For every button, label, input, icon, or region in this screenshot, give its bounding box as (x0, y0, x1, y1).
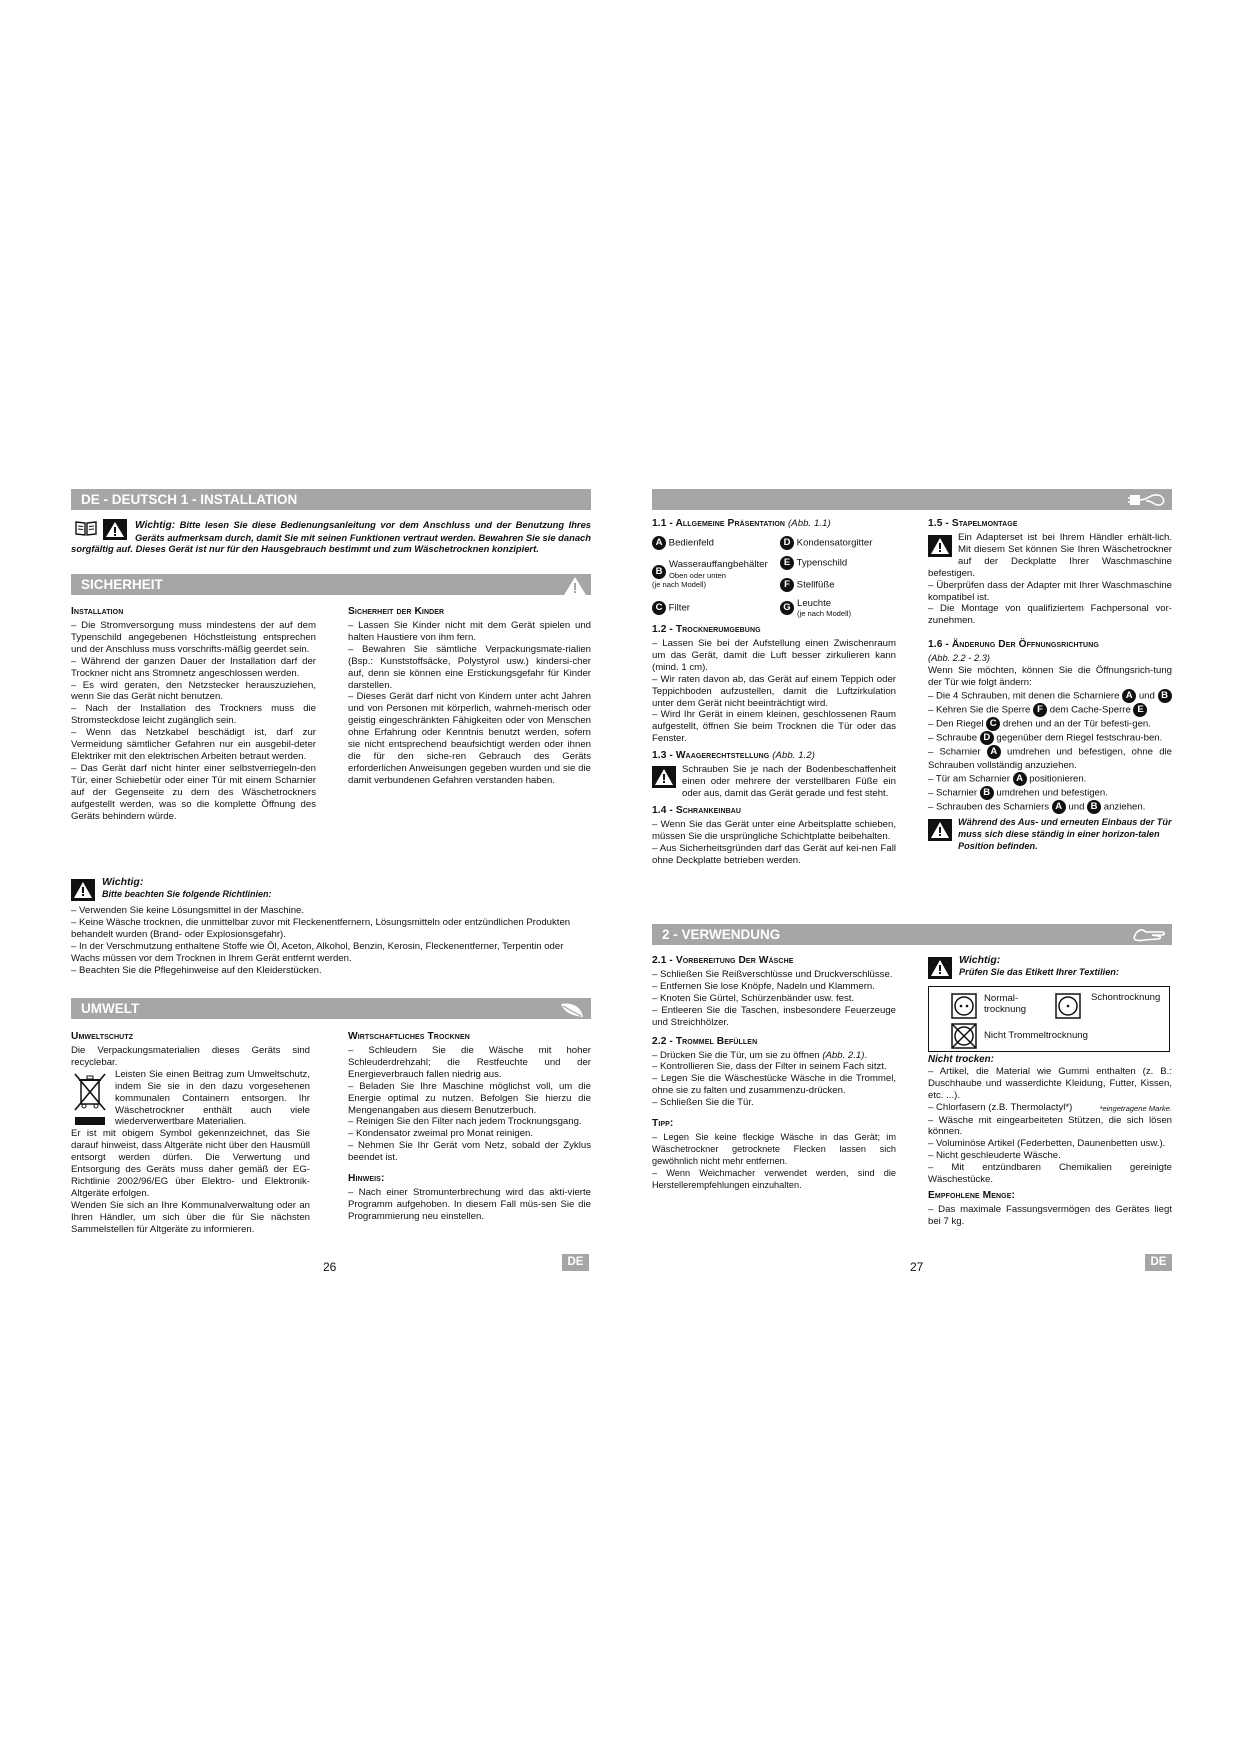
wirtschaft-para: – Schleudern Sie die Wäsche mit hoher Schleuderdrehzahl; die Restfeuchte und der Energieverbrauch fallen niedrig aus. (348, 1045, 591, 1080)
s15-para: – Überprüfen dass der Adapter mit Ihrer Waschmaschine kompatibel ist. (928, 579, 1172, 603)
marker-g: G (780, 601, 794, 615)
wirtschaft-title: Wirtschaftliches Trocknen (348, 1031, 470, 1042)
leaf-icon (557, 1000, 587, 1020)
nicht-para: – Chlorfasern (z.B. Thermolactyl*) (928, 1101, 1073, 1113)
s22-para: – Drücken Sie die Tür, um sie zu öffnen (652, 1049, 820, 1061)
warning-icon (928, 535, 952, 561)
marker-c: C (986, 717, 1000, 731)
header-umwelt (71, 998, 591, 1019)
lang-badge-left: DE (562, 1254, 589, 1271)
nicht-title: Nicht trocken: (928, 1054, 994, 1065)
s16-step: dem Cache-Sperre (1049, 704, 1131, 716)
s16-step: umdrehen und befestigen, ohne die Schrauben vollständig anzuziehen. (928, 746, 1173, 771)
marker-a: A (652, 536, 666, 550)
installation-para: – Das Gerät darf nicht hinter einer selbstverriegeln-den Tür, einer Schiebetür oder einer Tür mit einem Scharnier auf der Gegenseite zu dem des Wäschetrockners aufgestellt werden, was so die komplette Öffnung des Geräts behindern würde. (71, 762, 316, 822)
s16-title: Änderung Der Öffnungsrichtung (951, 639, 1099, 651)
marker-f: F (780, 578, 794, 592)
intro-text: Bitte lesen Sie diese Bedienungsanleitung vor dem Anschluss und der Benutzung Ihres Geräts aufmerksam durch, damit Sie mit seinen Funktionen vertraut werden. Bewahren Sie sie danach sorgfältig auf. Dieses Gerät ist nur für den Hausgebrauch bestimmt und zum Wäschetrocknen konzipiert. (71, 519, 591, 555)
lang-badge-right: DE (1145, 1254, 1172, 1271)
s16-step: – Den Riegel (928, 718, 984, 730)
verwendung-column-1: 2.1 - Vorbereitung Der Wäsche – Schließen Sie Reißverschlüsse und Druckverschlüsse. – Entfernen Sie lose Knöpfe, Nadeln und Klammern. – Knoten Sie Gürtel, Schürzenbänder usw. fest. – Entleeren Sie die Taschen, insbesondere Feuerzeuge und Streichhölzer. 2.2 - Trommel Befüllen – Drücken Sie die Tür, um sie zu öffnen (Abb. 2.1). – Kontrollieren Sie, dass der Filter in seinem Fach sitzt. – Legen Sie die Wäschestücke Wäsche in die Trommel, ohne sie zu falten und zusammenzu-drücken. – Schließen Sie die Tür. Tipp: – Legen Sie keine fleckige Wäsche in das Gerät; im Wäschetrockner getrocknete Flecken lassen sich gewöhnlich nicht mehr entfernen. – Wenn Weichmacher verwendet werden, sind die Herstellerempfehlungen einzuhalten. (652, 955, 896, 1190)
marker-e: E (780, 556, 794, 570)
marker-e: E (1133, 703, 1147, 717)
s16-intro: Wenn Sie möchten, können Sie die Öffnungsrich-tung der Tür wie folgt ändern: (928, 665, 1172, 689)
wirtschaft-para: – Beladen Sie Ihre Maschine möglichst voll, um die Energie optimal zu nutzen. Befolgen Sie hierzu die Mengenangaben aus diesem Benutzerbuch. (348, 1080, 591, 1116)
header-installation-text: DE - DEUTSCH 1 - INSTALLATION (81, 492, 298, 507)
s14-num: 1.4 - (652, 804, 676, 816)
part-a-label: Bedienfeld (668, 537, 715, 549)
s22-para: – Legen Sie die Wäschestücke Wäsche in die Trommel, ohne sie zu falten und zusammenzu-drücken. (652, 1073, 896, 1097)
wichtig-guidelines (71, 877, 591, 976)
marker-d: D (980, 731, 994, 745)
label-schon: Schontrocknung (1091, 992, 1161, 1003)
kinder-column (348, 606, 591, 787)
s15-num: 1.5 - (928, 518, 952, 529)
kinder-para: – Dieses Gerät darf nicht von Kindern unter acht Jahren und von Personen mit körperlich, wahrneh-merisch oder geistig eingeschränkten Fähigkeiten oder von Menschen ohne Erfahrung oder Kenntnis benutzt werden, sofern sie nicht entsprechend beaufsichtigt werden oder ihnen die für den siche-ren Gebrauch des Geräts erforderlichen Anweisungen gegeben wurden und sie die damit verbundenen Gefahren verstanden haben. (348, 691, 591, 786)
header-verwendung-text: 2 - VERWENDUNG (662, 927, 781, 942)
s11-title: Allgemeine Präsentation (675, 518, 786, 529)
s13-text: Schrauben Sie je nach der Bodenbeschaffenheit einen oder mehrere der verstellbaren Füße ein oder aus, damit das Gerät gerade und fest steht. (682, 764, 896, 799)
nicht-para: – Voluminöse Artikel (Federbetten, Daunenbetten usw.). (928, 1138, 1166, 1150)
s21-title: Vorbereitung Der Wäsche (675, 955, 794, 966)
s16-step: – Kehren Sie die Sperre (928, 704, 1031, 716)
wichtig2-para: – Verwenden Sie keine Lösungsmittel in der Maschine. (71, 905, 305, 916)
book-icon (75, 520, 97, 539)
marker-f: F (1033, 703, 1047, 717)
s15-title: Stapelmontage (951, 518, 1018, 529)
right-column-1 (652, 518, 896, 867)
part-g-label: Leuchte (797, 597, 832, 609)
part-d-label: Kondensatorgitter (796, 537, 873, 549)
marker-b: B (1158, 689, 1172, 703)
s16-step: und (1068, 801, 1085, 813)
marker-a: A (1013, 772, 1027, 786)
nicht-para: – Artikel, die Material wie Gummi enthalten (z. B.: Duschhaube und wasserdichte Kleidung, Futter, Kissen, etc. ...). (928, 1065, 1172, 1101)
marker-a: A (1052, 800, 1066, 814)
part-b-label: Wasserauffangbehälter (669, 559, 768, 571)
installation-para: – Es wird geraten, den Netzstecker herauszuziehen, wenn Sie das Gerät nicht benutzen. (71, 679, 316, 703)
marker-d: D (780, 536, 794, 550)
s16-step: gegenüber dem Riegel festschrau-ben. (996, 732, 1163, 744)
s14-para: – Aus Sicherheitsgründen darf das Gerät auf kei-nen Fall ohne Deckplatte betrieben werden. (652, 842, 896, 866)
nicht-para: – Mit entzündbaren Chemikalien gereinigte Wäschestücke. (928, 1162, 1172, 1186)
presentation-table (652, 532, 896, 622)
nicht-para: – Wäsche mit eingearbeiteten Stützen, die sich lösen können. (928, 1114, 1172, 1138)
umweltschutz-text: Wenden Sie sich an Ihre Kommunalverwaltung oder an Ihren Händler, um sich über die für Sie nächsten Sammelstellen für Altgeräte zu informieren. (71, 1199, 310, 1235)
weee-bin-icon (71, 1070, 109, 1128)
wichtig2-para: – In der Verschmutzung enthaltene Stoffe wie Öl, Aceton, Alkohol, Benzin, Kerosin, Fleckenentferner, Terpentin oder Wachs müssen vor dem Trocknen in Ihrem Gerät entfernt werden. (71, 940, 564, 964)
s12-para: – Wir raten davon ab, das Gerät auf einem Teppich oder Teppichboden aufzustellen, damit die Luftzirkulation unter dem Gerät nicht beeinträchtigt wird. (652, 673, 896, 709)
part-f-label: Stellfüße (796, 579, 835, 591)
s15-text: Ein Adapterset ist bei Ihrem Händler erhält-lich. Mit diesem Set können Sie Ihren Wäschetrockner auf der Deckplatte Ihrer Waschmaschine befestigen. (928, 532, 1172, 579)
umweltschutz-text: Er ist mit obigem Symbol gekennzeichnet, das Sie darauf hinweist, dass Altgeräte nicht über den Hausmüll entsorgt werden dürfen. Die Verwertung und Entsorgung des Geräts muss daher gemäß der EG-Richtlinie 2002/96/EG über Elektro- und Elektronik-Altgeräte erfolgen. (71, 1128, 310, 1199)
installation-para: – Während der ganzen Dauer der Installation darf der Trockner nicht ans Stromnetz angeschlossen werden. (71, 655, 316, 679)
installation-title: Installation (71, 606, 124, 617)
s21-para: – Entfernen Sie lose Knöpfe, Nadeln und Klammern. (652, 980, 875, 992)
s16-step: – Schrauben des Scharniers (928, 801, 1050, 813)
s22-num: 2.2 - (652, 1035, 676, 1047)
warning-icon (928, 819, 952, 845)
s12-num: 1.2 - (652, 624, 676, 635)
s21-para: – Knoten Sie Gürtel, Schürzenbänder usw. fest. (652, 992, 855, 1004)
tipp-para: – Legen Sie keine fleckige Wäsche in das Gerät; im Wäschetrockner getrocknete Flecken lassen sich gewöhnlich nicht mehr entfernen. (652, 1132, 896, 1166)
s21-para: – Schließen Sie Reißverschlüsse und Druckverschlüsse. (652, 969, 893, 980)
wichtig2-para: – Keine Wäsche trocknen, die unmittelbar zuvor mit Fleckenentfernern, Lösungsmitteln oder entzündlichen Produkten behandelt wurden (Brand- oder Explosionsgefahr). (71, 916, 571, 940)
tipp-para: – Wenn Weichmacher verwendet werden, sind die Herstellerempfehlungen einzuhalten. (652, 1167, 896, 1190)
label-normal: Normal- trocknung (984, 993, 1027, 1015)
s16-step: drehen und an der Tür befesti-gen. (1002, 718, 1151, 730)
s16-step: und (1138, 690, 1155, 702)
s16-step: – Tür am Scharnier (928, 773, 1010, 785)
menge-title: Empfohlene Menge: (928, 1189, 1015, 1201)
s16-step: positionieren. (1029, 773, 1087, 785)
s14-para: – Wenn Sie das Gerät unter eine Arbeitsplatte schieben, müssen Sie die ursprüngliche Schichtplatte beibehalten. (652, 818, 896, 842)
kinder-para: – Bewahren Sie sämtliche Verpackungsmate-rialien (Bsp.: Kunststoffsäcke, Polystyrol usw.) kindersi-cher auf, denn sie können eine Erstickungsgefahr für Kinder darstellen. (348, 643, 591, 691)
marker-c: C (652, 601, 666, 615)
header-sicherheit (71, 574, 591, 595)
marker-b: B (1087, 800, 1101, 814)
wichtig2-subtitle: Bitte beachten Sie folgende Richtlinien: (102, 889, 272, 899)
warning-icon (71, 879, 95, 905)
s16-step: – Schraube (928, 732, 978, 744)
s22-title: Trommel Befüllen (675, 1035, 758, 1047)
warning-icon (928, 957, 952, 983)
warning-triangle-icon (563, 576, 587, 596)
installation-column (71, 606, 316, 822)
part-b-note: Oben oder unten (669, 570, 726, 580)
right-column-2 (928, 518, 1172, 853)
hinweis-title: Hinweis: (348, 1173, 385, 1185)
umweltschutz-column (71, 1031, 310, 1236)
umweltschutz-text: Leisten Sie einen Beitrag zum Umweltschutz, indem Sie sie in den dazu vorgesehenen kommunalen Containern entsorgen. Ihr Wäschetrockner enthält auch viele wiederverwertbare Materialien. (115, 1068, 310, 1128)
wirtschaft-column (348, 1031, 591, 1223)
installation-para: – Nach der Installation des Trockners muss die Stromsteckdose leicht zugänglich sein. (71, 703, 316, 727)
installation-para: – Wenn das Netzkabel beschädigt ist, darf zur Vermeidung sämtlicher Gefahren nur ein ausgebil-deter Elektriker mit den elektrischen Arbeiten betraut werden. (71, 727, 316, 762)
s12-para: – Lassen Sie bei der Aufstellung einen Zwischenraum um das Gerät, damit die Luft besser zirkulieren kann (mind. 1 cm). (652, 638, 896, 673)
s16-step: – Scharnier (928, 787, 978, 799)
s21-num: 2.1 - (652, 955, 676, 966)
header-sicherheit-text: SICHERHEIT (81, 577, 163, 592)
wichtig2-title: Wichtig: (102, 876, 144, 888)
warning-icon (652, 766, 676, 792)
s11-ref: (Abb. 1.1) (788, 518, 831, 529)
s13-title: Waagerechtstellung (675, 750, 770, 762)
nicht-trocken-block (928, 1054, 1172, 1228)
s16-ref: (Abb. 2.2 - 2.3) (928, 653, 991, 664)
s22-para: – Schließen Sie die Tür. (652, 1097, 754, 1109)
kinder-title: Sicherheit der Kinder (348, 606, 445, 617)
normal-dry-icon (951, 993, 977, 1023)
header-installation (71, 489, 591, 510)
s16-step: anziehen. (1103, 801, 1146, 813)
menge-text: – Das maximale Fassungsvermögen des Gerätes liegt bei 7 kg. (928, 1203, 1172, 1227)
hand-icon (1132, 926, 1168, 944)
warning-icon (103, 519, 127, 543)
part-c-label: Filter (668, 602, 690, 614)
label-nicht: Nicht Trommeltrocknung (984, 1030, 1088, 1041)
s16-step: – Scharnier (928, 746, 981, 758)
installation-para: – Die Stromversorgung muss mindestens der auf dem Typenschild angegebenen Höchstleistung entsprechen und der Anschluss muss vorschrifts-mäßig geerdet sein. (71, 620, 316, 655)
s12-para: – Wird Ihr Gerät in einem kleinen, geschlossenen Raum aufgestellt, öffnen Sie beim Trocknen die Tür oder das Fenster. (652, 709, 896, 745)
wirtschaft-para: – Nehmen Sie Ihr Gerät vom Netz, sobald der Zyklus beendet ist. (348, 1140, 591, 1164)
page-number-right: 27 (910, 1260, 924, 1274)
wichtig-title: Wichtig: (959, 954, 1001, 966)
s16-num: 1.6 - (928, 639, 952, 651)
header-right-top (652, 489, 1172, 510)
s22-para: – Kontrollieren Sie, dass der Filter in seinem Fach sitzt. (652, 1061, 887, 1073)
s22-ref: (Abb. 2.1) (822, 1049, 865, 1061)
header-umwelt-text: UMWELT (81, 1001, 140, 1016)
gentle-dry-icon (1055, 993, 1081, 1023)
s14-title: Schrankeinbau (675, 804, 742, 816)
plug-icon (1128, 491, 1168, 509)
intro-block (71, 519, 591, 555)
s13-ref: (Abb. 1.2) (772, 750, 815, 762)
umweltschutz-title: Umweltschutz (71, 1031, 134, 1042)
verwendung-column-2 (928, 955, 1172, 985)
part-e-label: Typenschild (796, 557, 848, 569)
care-label-box (928, 986, 1170, 1052)
s16-step: – Die 4 Schrauben, mit denen die Scharniere (928, 690, 1120, 702)
marker-b: B (980, 786, 994, 800)
hinweis-text: – Nach einer Stromunterbrechung wird das akti-vierte Programm aufgehoben. In diesem Fall müs-sen Sie die Programmierung neu einstellen. (348, 1187, 591, 1222)
marker-b: B (652, 565, 666, 579)
s12-title: Trocknerumgebung (675, 624, 761, 635)
s11-num: 1.1 - (652, 518, 676, 529)
nicht-para: – Nicht geschleuderte Wäsche. (928, 1150, 1061, 1162)
s15-para: – Die Montage von qualifiziertem Fachpersonal vor-zunehmen. (928, 603, 1172, 627)
intro-title: Wichtig: (135, 520, 176, 531)
trademark-note: *eingetragene Marke. (1099, 1103, 1172, 1113)
page-number-left: 26 (323, 1260, 337, 1274)
part-b-note: (je nach Modell) (652, 579, 707, 589)
wirtschaft-para: – Reinigen Sie den Filter nach jedem Trocknungsgang. (348, 1116, 582, 1128)
wichtig-subtitle: Prüfen Sie das Etikett Ihrer Textilien: (959, 967, 1119, 977)
s21-para: – Entleeren Sie die Taschen, insbesondere Feuerzeuge und Streichhölzer. (652, 1004, 896, 1028)
no-tumble-dry-icon (951, 1023, 977, 1053)
s16-warning: Während des Aus- und erneuten Einbaus der Tür muss sich diese ständig in einer horizon-talen Position befinden. (958, 817, 1172, 852)
umweltschutz-text: Die Verpackungsmaterialien dieses Geräts sind recyclebar. (71, 1045, 310, 1068)
wirtschaft-para: – Kondensator zweimal pro Monat reinigen. (348, 1128, 534, 1140)
s16-step: umdrehen und befestigen. (996, 787, 1108, 799)
part-g-note: (je nach Modell) (797, 609, 852, 619)
marker-a: A (1122, 689, 1136, 703)
tipp-title: Tipp: (652, 1118, 674, 1130)
marker-a: A (987, 745, 1001, 759)
header-verwendung (652, 924, 1172, 945)
wichtig2-para: – Beachten Sie die Pflegehinweise auf den Kleiderstücken. (71, 964, 322, 976)
kinder-para: – Lassen Sie Kinder nicht mit dem Gerät spielen und halten Haustiere von ihm fern. (348, 620, 591, 643)
s13-num: 1.3 - (652, 750, 676, 762)
